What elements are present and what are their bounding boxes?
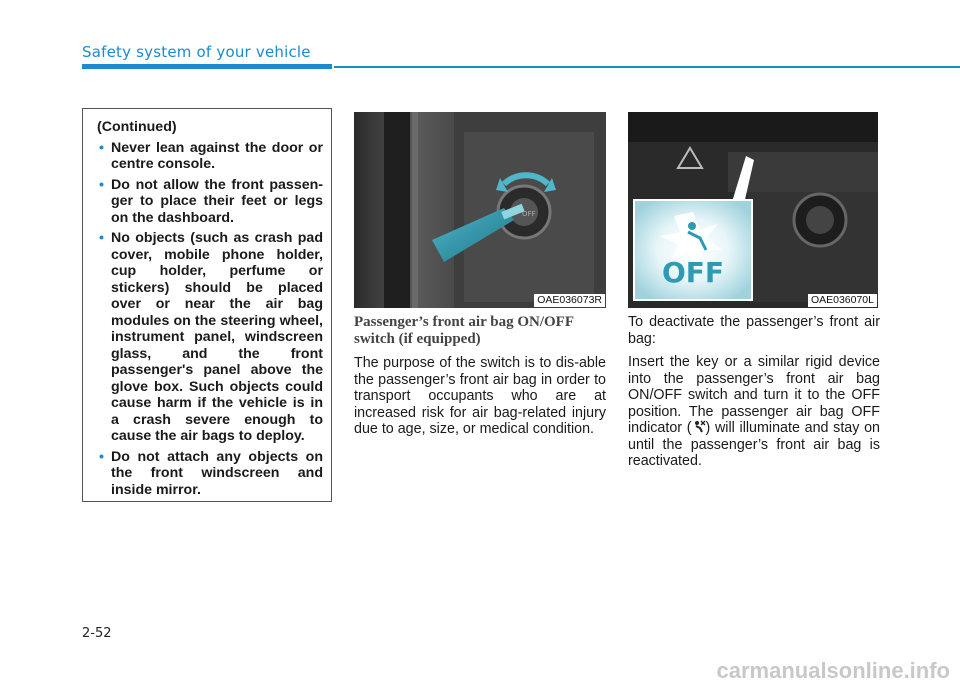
warning-item [91,177,323,227]
paragraph-text-before-icon: Insert the key or a similar rigid device into the passenger’s front air bag ON/OFF switch and turn it to the OFF position. The passenger air bag OFF indicator ( [628,354,880,436]
warning-continued-label: (Continued) [97,119,177,135]
warning-item-text: Do not allow the front passen-ger to place their feet or legs on the dashboard. [111,176,323,226]
right-paragraph-1: To deactivate the passenger’s front air bag: [628,314,880,347]
section-title-underline [82,64,332,69]
warning-item [91,140,323,173]
off-indicator-illustration [628,112,878,308]
svg-text:OFF: OFF [522,210,536,218]
warning-list [91,140,323,499]
center-paragraph: The purpose of the switch is to dis-able the passenger’s front air bag in order to transport occupants who are at increased risk for air bag-related injury due to age, size, or medical condition. [354,355,606,437]
bullet-icon: • [99,448,104,465]
header-rule [334,66,960,68]
paragraph-text-after-icon: ) will illuminate and stay on until the passenger’s front air bag is reactivated. [628,420,881,469]
warning-item-text: Do not attach any objects on the front windscreen and inside mirror. [111,448,323,498]
bullet-icon: • [99,230,104,246]
figure-code-left: OAE036073R [534,294,605,307]
off-indicator-label: OFF [661,256,725,289]
right-column [628,314,880,477]
section-title: Safety system of your vehicle [82,43,311,61]
center-column [354,314,606,445]
figure-code-right: OAE036070L [808,294,877,307]
warning-box [82,108,332,502]
watermark: carmanualsonline.info [716,658,950,683]
bullet-icon: • [99,176,104,193]
warning-item [91,230,323,445]
section-subheading: Passenger’s front air bag ON/OFF switch (if equipped) [354,314,574,347]
key-switch-illustration [354,112,606,308]
warning-item-text: No objects (such as crash pad cover, mobile phone holder, cup holder, perfume or stickers) should be placed over or near the air bag modules on the steering wheel, instrument panel, windscreen glass, and the front passenger's panel above the glove box. Such objects could cause harm if the vehicle is in a crash severe enough to cause the air bags to deploy. [111,230,323,444]
airbag-off-icon [692,420,706,434]
warning-item-text: Never lean against the door or centre console. [111,139,323,172]
warning-item [91,449,323,499]
page-number: 2-52 [82,626,112,641]
bullet-icon: • [99,139,104,156]
figure-off-indicator [628,112,878,308]
right-paragraph-2 [628,354,880,470]
figure-key-switch [354,112,606,308]
